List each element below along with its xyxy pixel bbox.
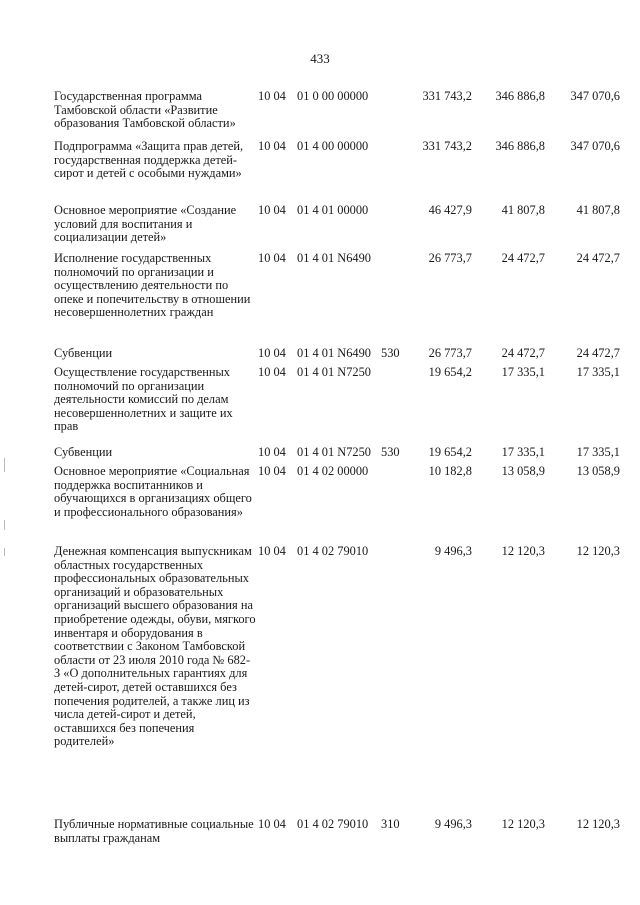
- row-amount-year3: 13 058,9: [576, 464, 620, 478]
- row-target-code: 01 4 01 00000: [297, 203, 369, 217]
- row-amount-year1: 9 496,3: [434, 817, 472, 831]
- row-name: Денежная компенсация выпускникам областных государственных профессиональных образовательных организаций и образовательных организаций высшего образования на приобретение одежды, обуви, мягкого инвентаря и оборудования в соответствии с Законом Тамбовской области от 23 июля 2010 года № 682-З «О дополнительных гарантиях для детей-сирот, детей оставшихся без попечения родителей, а также лиц из числа детей-сирот и детей, оставшихся без попечения родителей»: [54, 544, 256, 749]
- row-name: Государственная программа Тамбовской области «Развитие образования Тамбовской области»: [54, 89, 236, 131]
- row-amount-year2: 346 886,8: [495, 139, 545, 153]
- row-amount-year3: 347 070,6: [570, 139, 620, 153]
- row-section: 10 04: [258, 544, 286, 558]
- row-amount-year1: 46 427,9: [428, 203, 472, 217]
- row-amount-year2: 346 886,8: [495, 89, 545, 103]
- row-section: 10 04: [258, 365, 286, 379]
- row-section: 10 04: [258, 445, 286, 459]
- row-amount-year2: 24 472,7: [501, 346, 545, 360]
- row-section: 10 04: [258, 251, 286, 265]
- row-section: 10 04: [258, 139, 286, 153]
- row-amount-year1: 19 654,2: [428, 445, 472, 459]
- row-amount-year2: 12 120,3: [501, 817, 545, 831]
- row-name: Исполнение государственных полномочий по организации и осуществлению деятельности по опеке и попечительству в отношении несовершеннолетних граждан: [54, 251, 251, 320]
- row-amount-year3: 41 807,8: [576, 203, 620, 217]
- row-section: 10 04: [258, 203, 286, 217]
- row-amount-year1: 26 773,7: [428, 346, 472, 360]
- row-target-code: 01 4 01 N7250: [297, 365, 371, 379]
- row-amount-year2: 13 058,9: [501, 464, 545, 478]
- row-target-code: 01 4 02 79010: [297, 817, 369, 831]
- row-amount-year2: 17 335,1: [501, 365, 545, 379]
- row-expense-type: 310: [381, 817, 400, 831]
- row-section: 10 04: [258, 346, 286, 360]
- row-amount-year3: 12 120,3: [576, 817, 620, 831]
- margin-mark: [4, 520, 5, 530]
- row-target-code: 01 0 00 00000: [297, 89, 369, 103]
- row-target-code: 01 4 01 N7250: [297, 445, 371, 459]
- row-amount-year1: 331 743,2: [422, 139, 472, 153]
- row-amount-year3: 17 335,1: [576, 365, 620, 379]
- row-expense-type: 530: [381, 346, 400, 360]
- row-target-code: 01 4 01 N6490: [297, 251, 371, 265]
- row-amount-year3: 12 120,3: [576, 544, 620, 558]
- page-number: 433: [310, 51, 330, 66]
- row-target-code: 01 4 02 00000: [297, 464, 369, 478]
- row-name: Основное мероприятие «Создание условий для воспитания и социализации детей»: [54, 203, 237, 245]
- row-expense-type: 530: [381, 445, 400, 459]
- row-amount-year1: 10 182,8: [428, 464, 472, 478]
- row-amount-year1: 26 773,7: [428, 251, 472, 265]
- row-amount-year3: 347 070,6: [570, 89, 620, 103]
- row-name: Подпрограмма «Защита прав детей, государственная поддержка детей-сирот и детей с особыми нуждами»: [54, 139, 244, 181]
- row-amount-year2: 24 472,7: [501, 251, 545, 265]
- row-amount-year2: 17 335,1: [501, 445, 545, 459]
- row-amount-year2: 12 120,3: [501, 544, 545, 558]
- row-name: Основное мероприятие «Социальная поддержка воспитанников и обучающихся в организациях общего и профессионального образования»: [54, 464, 252, 519]
- row-amount-year3: 17 335,1: [576, 445, 620, 459]
- row-name: Публичные нормативные социальные выплаты гражданам: [54, 817, 254, 845]
- row-target-code: 01 4 02 79010: [297, 544, 369, 558]
- row-amount-year3: 24 472,7: [576, 251, 620, 265]
- row-section: 10 04: [258, 464, 286, 478]
- margin-mark: [4, 458, 5, 472]
- margin-mark: [4, 548, 5, 556]
- row-target-code: 01 4 00 00000: [297, 139, 369, 153]
- row-amount-year1: 331 743,2: [422, 89, 472, 103]
- row-name: Осуществление государственных полномочий по организации деятельности комиссий по делам несовершеннолетних и защите их прав: [54, 365, 233, 434]
- row-amount-year3: 24 472,7: [576, 346, 620, 360]
- row-target-code: 01 4 01 N6490: [297, 346, 371, 360]
- row-amount-year1: 9 496,3: [434, 544, 472, 558]
- row-name: Субвенции: [54, 445, 113, 459]
- row-amount-year1: 19 654,2: [428, 365, 472, 379]
- row-section: 10 04: [258, 89, 286, 103]
- row-amount-year2: 41 807,8: [501, 203, 545, 217]
- row-section: 10 04: [258, 817, 286, 831]
- row-name: Субвенции: [54, 346, 113, 360]
